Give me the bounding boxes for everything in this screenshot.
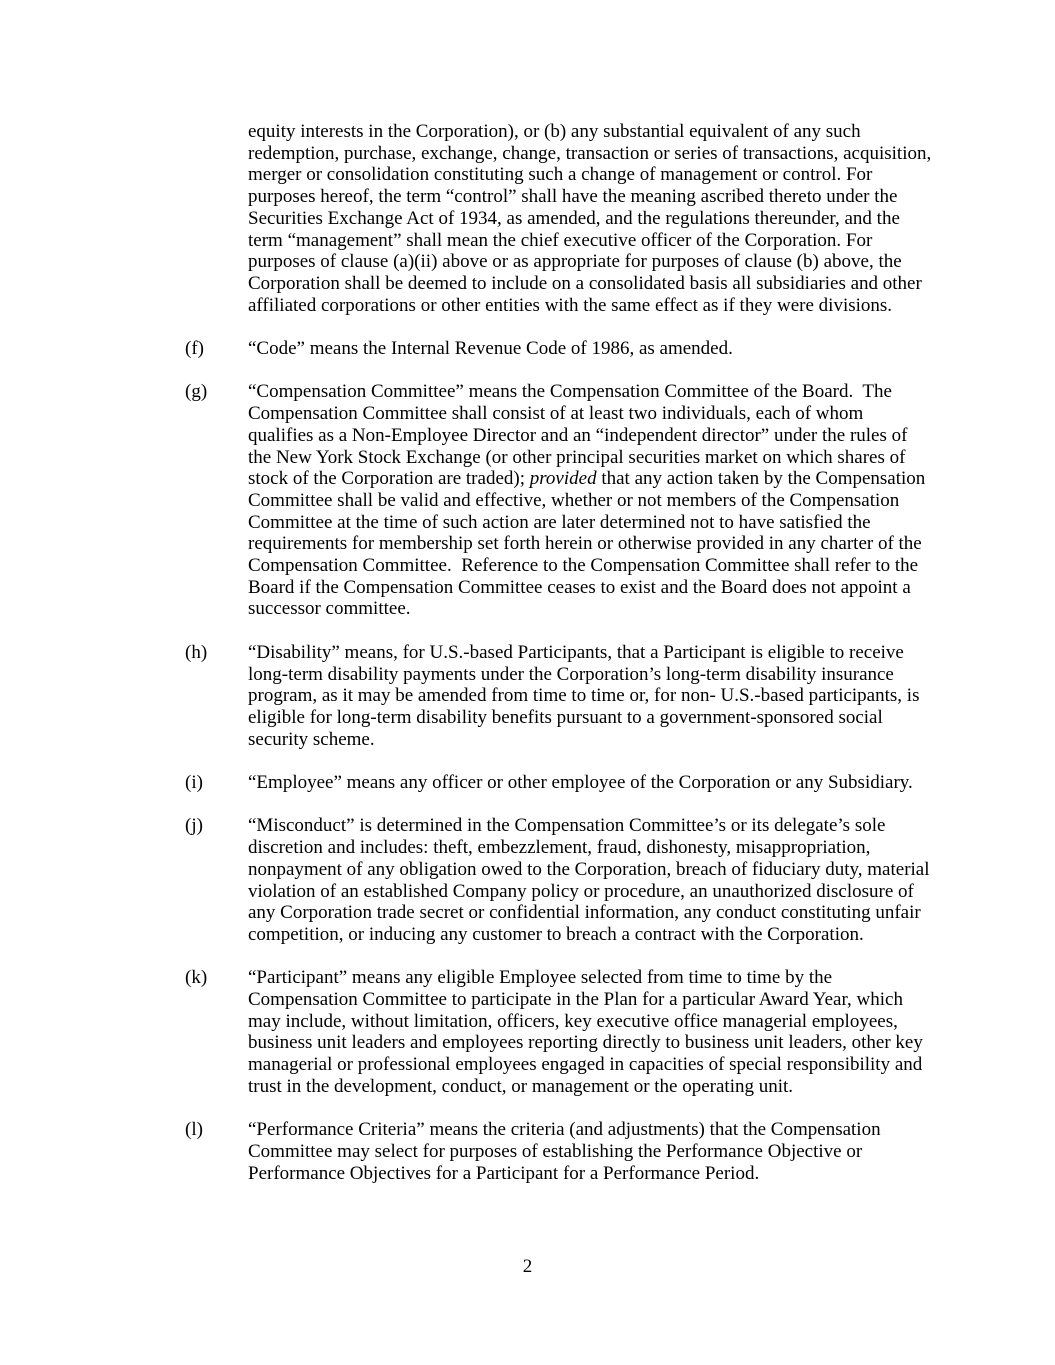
paragraph-text: “Misconduct” is determined in the Compensation Committee’s or its delegate’s sole discretion and includes: theft, embezzlement, fraud, dishonesty, misappropriation, nonpayment of any obligation owed to the Corporation, breach of fiduciary duty, material violation of an established Company policy or procedure, an unauthorized disclosure of any Corporation trade secret or confidential information, any conduct constituting unfair competition, or inducing any customer to breach a contract with the Corporation. [248,815,935,945]
paragraph [185,772,933,794]
paragraph-label: (k) [185,967,208,989]
paragraph-text: “Performance Criteria” means the criteria (and adjustments) that the Compensation Committee may select for purposes of establishing the Performance Objective or Performance Objectives for a Participant for a Performance Period. [248,1119,886,1184]
paragraph-label: (h) [185,641,208,663]
page-footer [0,1256,1055,1278]
paragraph-text: “Disability” means, for U.S.-based Participants, that a Participant is eligible to receive long-term disability payments under the Corporation’s long-term disability insurance program, as it may be amended from time to time or, for non- U.S.-based participants, is eligible for long-term disability benefits pursuant to a government-sponsored social security scheme. [248,641,925,750]
paragraph [185,121,936,316]
paragraph [185,815,933,945]
paragraph-text: “Code” means the Internal Revenue Code of 1986, as amended. [248,338,733,360]
paragraph [185,381,933,620]
paragraph-text: “Compensation Committee” means the Compensation Committee of the Board. The Compensation Committee shall consist of at least two individuals, each of whom qualifies as a Non-Employee Director and an “independent director” under the rules of the New York Stock Exchange (or other principal securities market on which shares of stock of the Corporation are traded); provided that any action taken by the Compensation Committee shall be valid and effective, whether or not members of the Compensation Committee at the time of such action are later determined not to have satisfied the requirements for membership set forth herein or otherwise provided in any charter of the Compensation Committee. Reference to the Compensation Committee shall refer to the Board if the Compensation Committee ceases to exist and the Board does not appoint a successor committee. [248,381,931,620]
paragraph-label: (i) [185,772,203,794]
paragraph-label: (l) [185,1119,203,1141]
paragraph [185,967,933,1097]
paragraph [185,338,933,360]
paragraph-text: equity interests in the Corporation), or (b) any substantial equivalent of any such redemption, purchase, exchange, change, transaction or series of transactions, acquisition, merger or consolidation constituting such a change of management or control. For purposes hereof, the term “control” shall have the meaning ascribed thereto under the Securities Exchange Act of 1934, as amended, and the regulations thereunder, and the term “management” shall mean the chief executive officer of the Corporation. For purposes of clause (a)(ii) above or as appropriate for purposes of clause (b) above, the Corporation shall be deemed to include on a consolidated basis all subsidiaries and other affiliated corporations or other entities with the same effect as if they were divisions. [248,121,936,316]
paragraph-label: (g) [185,381,208,403]
document-body [185,121,936,1206]
paragraph-label: (j) [185,815,203,837]
paragraph [185,1119,933,1184]
paragraph-label [185,121,248,316]
paragraph-text: “Employee” means any officer or other employee of the Corporation or any Subsidiary. [248,772,913,794]
page-number: 2 [522,1256,533,1277]
paragraph-label: (f) [185,338,204,360]
paragraph [185,642,933,751]
paragraph-text: “Participant” means any eligible Employee selected from time to time by the Compensation Committee to participate in the Plan for a particular Award Year, which may include, without limitation, officers, key executive office managerial employees, business unit leaders and employees reporting directly to business unit leaders, other key managerial or professional employees engaged in capacities of special responsibility and trust in the development, conduct, or management or the operating unit. [248,967,928,1097]
